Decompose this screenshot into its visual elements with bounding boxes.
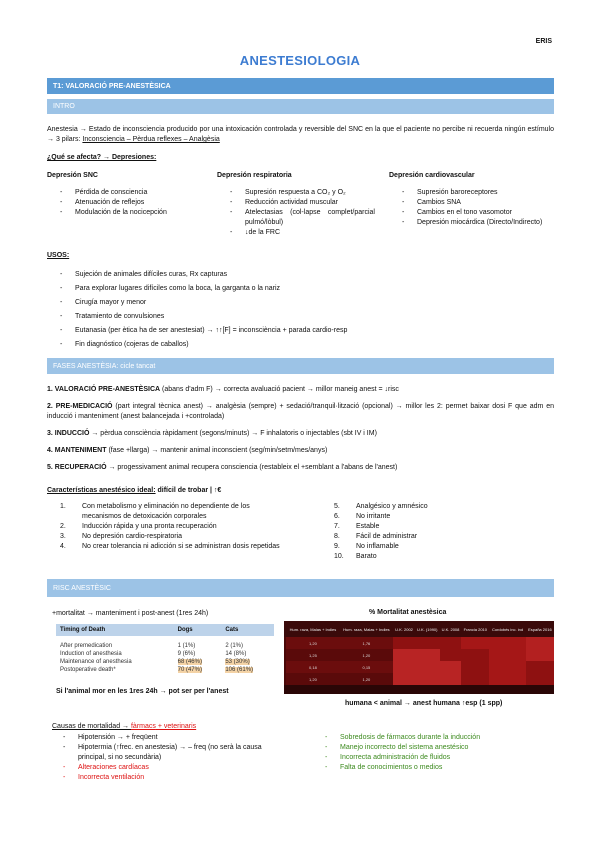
list-item: - Sujeción de animales difíciles curas, Rx capturas xyxy=(57,268,537,282)
table-cell xyxy=(415,649,440,661)
depression-snc xyxy=(47,171,207,218)
table-cell: 1,76 xyxy=(362,640,371,646)
column-header: U.K. 2002 xyxy=(393,621,415,637)
fase-item xyxy=(47,402,554,422)
list-item: - ↓de la FRC xyxy=(227,228,375,238)
list-item: - Para explorar lugares difíciles como la boca, la garganta o la nariz xyxy=(57,282,537,296)
list-item: - Incorrecta administración de fluidos xyxy=(322,753,554,763)
list-item: - Eutanasia (per ètica ha de ser anestesiat) → ↑↑[F] = inconsciència + parada cardio-resp xyxy=(57,324,537,338)
item-number: 8. xyxy=(334,533,340,540)
ideal-title: Características anestésico ideal: xyxy=(47,487,156,494)
highlighted-value: 53 (30%) xyxy=(225,659,250,665)
intro-title: INTRO xyxy=(53,103,75,110)
depression-resp-list xyxy=(227,188,375,238)
section-t1-title: T1: VALORACIÓ PRE-ANESTÈSICA xyxy=(53,82,171,90)
list-item: - Depresión miocárdica (Directo/Indirecto) xyxy=(399,218,554,228)
list-item: - Hipotermia (↑frec. en anestesia) → – freq (no serà la causa principal, si no secundària) xyxy=(60,743,290,763)
depression-cardio xyxy=(389,171,554,228)
list-item xyxy=(60,522,288,532)
table-cell xyxy=(174,658,222,666)
table-cell: 0,18 xyxy=(309,664,317,670)
table-cell xyxy=(489,649,525,661)
item-text: Inducción rápida y una pronta recuperación xyxy=(82,523,217,530)
item-number: 6. xyxy=(334,513,340,520)
list-item: - Falta de conocimientos o medios xyxy=(322,763,554,773)
fase-text: (fase +llarga) → mantenir animal inconscient (seg/min/setm/mes/anys) xyxy=(106,447,328,454)
table-cell xyxy=(526,637,554,649)
table-cell: 1,20 xyxy=(309,640,317,646)
list-item: - Cirugía mayor y menor xyxy=(57,296,537,310)
table-cell: After premedication xyxy=(60,643,113,649)
column-header: U.K. 2008 xyxy=(440,621,462,637)
fases-list xyxy=(47,385,554,473)
list-item xyxy=(334,502,534,512)
column-header: Francia 2010 xyxy=(461,621,489,637)
list-item: - Cambios SNA xyxy=(399,198,554,208)
depression-cardio-list xyxy=(399,188,554,228)
depression-resp xyxy=(217,171,375,238)
list-item: - Pérdida de consciencia xyxy=(57,188,207,198)
table-row xyxy=(284,637,554,649)
fase-label: 4. MANTENIMENT xyxy=(47,447,107,454)
table-cell: 1,20 xyxy=(362,652,371,658)
table-cell xyxy=(461,637,489,649)
list-item: - Atenuación de reflejos xyxy=(57,198,207,208)
list-item xyxy=(60,502,288,522)
list-item: - Manejo incorrecto del sistema anestésico xyxy=(322,743,554,753)
mortality-caption: % Mortalitat anestèsica xyxy=(369,609,447,616)
table-cell: 14 (8%) xyxy=(225,651,247,657)
fase-text: → progessivament animal recupera consciencia (restableix el +semblant a l'abans de l'anest) xyxy=(106,464,398,471)
table-cell xyxy=(440,673,462,685)
column-header: Timing of Death xyxy=(56,624,174,636)
table-cell: 1,25 xyxy=(309,652,317,658)
table-row xyxy=(56,650,274,658)
table-row xyxy=(56,658,274,666)
table-cell xyxy=(526,649,554,661)
table-cell: 9 (6%) xyxy=(177,651,196,657)
table-cell xyxy=(461,649,489,661)
table-cell: Induction of anesthesia xyxy=(60,651,122,657)
list-item: - Tratamiento de convulsiones xyxy=(57,310,537,324)
table-cell: 1,20 xyxy=(362,676,371,682)
table-cell xyxy=(440,661,462,673)
table-row xyxy=(56,642,274,650)
item-number: 9. xyxy=(334,543,340,550)
causes-right-list xyxy=(322,733,554,773)
table-cell xyxy=(461,661,489,673)
fase-item xyxy=(47,429,554,439)
causes-title-b: fàrmacs xyxy=(130,723,156,730)
list-item xyxy=(334,532,534,542)
depression-snc-title: Depresión SNC xyxy=(47,172,98,179)
column-header: Cats xyxy=(221,624,274,636)
mortality-note: humana < animal → anest humana ↑esp (1 spp) xyxy=(345,700,503,707)
table-cell xyxy=(440,637,462,649)
list-item: - Atelectasias (col-lapse complet/parcial pulmó/lòbul) xyxy=(227,208,375,228)
table-header-row xyxy=(56,624,274,636)
ideal-title-rest: difícil de trobar | ↑€ xyxy=(155,487,222,494)
list-item: - Hipotensión → + freqüent xyxy=(60,733,290,743)
table-cell xyxy=(489,661,525,673)
table-row xyxy=(284,649,554,661)
column-header: Hum. raza, Malas + Indies xyxy=(286,621,339,637)
fase-text: (part integral tècnica anest) → analgèsia (sempre) + sedació/tranquil·lització (opcional) → millor les 2: permet baixar dosi F que adm en inducció i manteniment (anest balancejada i +controlada) xyxy=(47,403,554,420)
list-item: - Cambios en el tono vasomotor xyxy=(399,208,554,218)
fase-text: (abans d'adm F) → correcta avaluació pacient → millor maneig anest = ↓risc xyxy=(160,386,399,393)
list-item: - Supresión respuesta a CO₂ y O₂ xyxy=(227,188,375,198)
table-row xyxy=(56,666,274,674)
risc-bar xyxy=(47,579,554,597)
table-cell: 1,20 xyxy=(309,676,317,682)
death-table-wrapper xyxy=(56,624,274,674)
item-text: Estable xyxy=(356,523,380,530)
highlighted-value: 106 (61%) xyxy=(225,667,254,673)
table-cell xyxy=(221,658,274,666)
mortality-table xyxy=(284,621,554,685)
table-cell: 1 (1%) xyxy=(177,643,196,649)
fase-item xyxy=(47,385,554,395)
intro-bar xyxy=(47,99,554,114)
table-cell xyxy=(415,661,440,673)
list-item: - Reducción actividad muscular xyxy=(227,198,375,208)
highlighted-value: 68 (46%) xyxy=(177,659,202,665)
depression-snc-list xyxy=(57,188,207,218)
item-text: Fácil de administrar xyxy=(356,533,418,540)
document-title: ANESTESIOLOGIA xyxy=(239,53,361,68)
risc-left-caption: +mortalitat → manteniment i post-anest (1res 24h) xyxy=(52,610,209,617)
list-item xyxy=(334,552,534,562)
item-text: No irritante xyxy=(356,513,391,520)
author-label: ERIS xyxy=(535,38,552,45)
depression-cardio-title: Depresión cardiovascular xyxy=(389,172,475,179)
intro-pillars: Inconsciencia – Pèrdua reflexes – Analgèsia xyxy=(82,136,220,143)
table-row xyxy=(284,673,554,685)
list-item: - Modulación de la nocicepción xyxy=(57,208,207,218)
item-number: 10. xyxy=(334,553,344,560)
list-item xyxy=(60,542,288,552)
list-item xyxy=(334,542,534,552)
risc-left-note: Si l'animal mor en les 1res 24h → pot ser per l'anest xyxy=(56,688,229,695)
table-cell xyxy=(489,637,525,649)
causes-title-c: + veterinaris xyxy=(155,723,197,730)
list-item: - Supresión baroreceptores xyxy=(399,188,554,198)
column-header: Cordobés inc. ind xyxy=(489,621,525,637)
highlighted-value: 70 (47%) xyxy=(177,667,202,673)
table-cell xyxy=(393,673,415,685)
list-item xyxy=(334,522,534,532)
fase-item xyxy=(47,463,554,473)
section-t1-bar xyxy=(47,78,554,94)
table-cell: Postoperative death* xyxy=(60,667,116,673)
fase-label: 3. INDUCCIÓ xyxy=(47,430,90,437)
item-text: Analgésico y amnésico xyxy=(356,503,428,510)
item-text: No crear tolerancia ni adicción si se administran dosis repetidas xyxy=(82,543,280,550)
causes-left-list xyxy=(60,733,290,783)
fase-text: → pèrdua consciència ràpidament (segons/minuts) → F inhalatoris o injectables (sbt IV i IM) xyxy=(89,430,377,437)
ideal-list-left xyxy=(60,502,288,552)
column-header: Dogs xyxy=(174,624,222,636)
column-header: U.K. (1990) xyxy=(415,621,440,637)
item-number: 2. xyxy=(60,523,66,530)
fase-label: 2. PRE-MEDICACIÓ xyxy=(47,403,113,410)
item-number: 5. xyxy=(334,503,340,510)
item-text: Barato xyxy=(356,553,377,560)
intro-paragraph xyxy=(47,125,554,145)
list-item: - Fin diagnóstico (cojeras de caballos) xyxy=(57,338,537,352)
item-number: 1. xyxy=(60,503,66,510)
usos-list xyxy=(57,268,537,352)
intro-text: Anestesia → Estado de inconsciencia producido por una intoxicación controlada y reversible del SNC en la que el paciente no percibe ni recuerda ningún estímulo → 3 pilars: xyxy=(47,126,554,143)
table-cell xyxy=(526,673,554,685)
table-cell xyxy=(393,661,415,673)
table-cell: Maintenance of anesthesia xyxy=(60,659,132,665)
risc-title: RISC ANESTÈSIC xyxy=(53,584,111,592)
table-cell xyxy=(393,649,415,661)
list-item xyxy=(334,512,534,522)
table-cell xyxy=(489,673,525,685)
list-item: - Alteraciones cardíacas xyxy=(60,763,290,773)
list-item: - Sobredosis de fármacos durante la inducción xyxy=(322,733,554,743)
item-number: 7. xyxy=(334,523,340,530)
table-cell xyxy=(461,673,489,685)
fases-title: FASES ANESTÈSIA: cicle tancat xyxy=(53,362,156,370)
affect-question: ¿Qué se afecta? → Depresiones: xyxy=(47,154,157,161)
usos-title: USOS: xyxy=(47,252,70,259)
ideal-list-right xyxy=(334,502,534,562)
causes-title xyxy=(52,722,196,732)
table-cell xyxy=(221,666,274,674)
depression-resp-title: Depresión respiratoria xyxy=(217,172,292,179)
table-cell xyxy=(526,661,554,673)
item-number: 4. xyxy=(60,543,66,550)
fase-label: 5. RECUPERACIÓ xyxy=(47,464,107,471)
table-cell xyxy=(415,637,440,649)
table-cell xyxy=(440,649,462,661)
mortality-table-wrapper xyxy=(284,621,554,694)
fases-bar xyxy=(47,358,554,374)
table-cell xyxy=(174,666,222,674)
column-header: Hum. raza, Malas + Indies xyxy=(340,621,393,637)
table-row xyxy=(284,661,554,673)
item-text: No depresión cardio-respiratoria xyxy=(82,533,182,540)
table-cell xyxy=(415,673,440,685)
table-cell: 0,15 xyxy=(362,664,371,670)
item-text: Con metabolismo y eliminación no dependiente de los mecanismos de detoxicación corporales xyxy=(82,503,250,520)
column-header: España 2016 xyxy=(526,621,554,637)
table-cell: 2 (1%) xyxy=(225,643,244,649)
table-header-row xyxy=(284,621,554,637)
list-item: - Incorrecta ventilación xyxy=(60,773,290,783)
item-text: No inflamable xyxy=(356,543,399,550)
death-table xyxy=(56,624,274,674)
list-item xyxy=(60,532,288,542)
item-number: 3. xyxy=(60,533,66,540)
ideal-heading xyxy=(47,486,221,496)
table-cell xyxy=(393,637,415,649)
fase-label: 1. VALORACIÓ PRE-ANESTÈSICA xyxy=(47,386,161,393)
causes-title-a: Causas de mortalidad → xyxy=(52,723,131,730)
fase-item xyxy=(47,446,554,456)
